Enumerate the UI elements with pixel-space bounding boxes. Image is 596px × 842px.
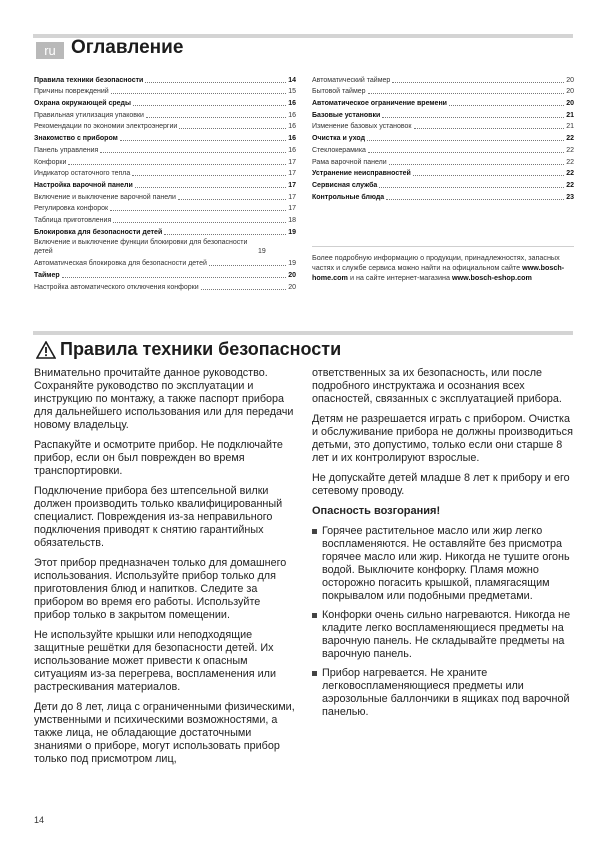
- body-right-paragraphs: [312, 367, 574, 498]
- toc-dot-leader: [368, 93, 565, 94]
- toc-dot-leader: [386, 199, 564, 200]
- toc-entry-label: Причины повреждений: [34, 88, 109, 96]
- page-number: 14: [34, 815, 45, 825]
- toc-dot-leader: [145, 82, 286, 83]
- toc-dot-leader: [368, 152, 564, 153]
- body-paragraph: Не допускайте детей младше 8 лет к прибору и его сетевому проводу.: [312, 472, 570, 497]
- section-title-text: Правила техники безопасности: [60, 339, 342, 359]
- warning-triangle-icon: [36, 341, 56, 359]
- toc-entry-label: Индикатор остаточного тепла: [34, 170, 131, 178]
- toc-entry[interactable]: [312, 108, 574, 120]
- toc-dot-leader: [389, 164, 565, 165]
- toc-left-column: [34, 73, 296, 292]
- toc-entry-label: Правила техники безопасности: [34, 76, 144, 84]
- toc-entry-page: 17: [288, 193, 296, 201]
- bosch-eshop-link[interactable]: www.bosch-eshop.com: [451, 272, 532, 282]
- toc-dot-leader: [413, 175, 564, 176]
- toc-entry-label: Охрана окружающей среды: [34, 100, 131, 108]
- toc-entry[interactable]: [34, 143, 296, 155]
- toc-dot-leader: [133, 105, 286, 106]
- toc-entry-label: Настройка варочной панели: [34, 181, 133, 189]
- toc-dot-leader: [120, 140, 286, 141]
- toc-entry-label: Автоматическое ограничение времени: [312, 100, 447, 108]
- body-paragraph: ответственных за их безопасность, или после подробного инструктажа и осознания всех опасностей, связанных с эксплуатацией прибора.: [312, 367, 562, 405]
- toc-dot-leader: [379, 187, 564, 188]
- toc-entry-page: 20: [566, 76, 574, 84]
- toc-entry-page: 18: [288, 216, 296, 224]
- toc-entry[interactable]: [34, 257, 296, 269]
- toc-entry-page: 23: [566, 193, 574, 201]
- toc-entry-label: Блокировка для безопасности детей: [34, 228, 163, 236]
- toc-dot-leader: [414, 128, 565, 129]
- toc-entry[interactable]: [34, 178, 296, 190]
- toc-entry-page: 22: [566, 135, 574, 143]
- toc-left-list: [34, 73, 296, 237]
- toc-entry[interactable]: [34, 155, 296, 167]
- toc-entry-label: Рекомендации по экономии электроэнергии: [34, 123, 178, 131]
- toc-entry[interactable]: [34, 213, 296, 225]
- toc-entry-page: 20: [288, 283, 296, 291]
- toc-entry-label: Таблица приготовления: [34, 216, 112, 224]
- toc-entry-label: Сервисная служба: [312, 181, 378, 189]
- toc-dot-leader: [179, 128, 286, 129]
- toc-right-list: [312, 73, 574, 202]
- toc-entry-label: Панель управления: [34, 146, 99, 154]
- toc-entry-page: 20: [288, 272, 296, 279]
- toc-entry-page: 16: [288, 111, 296, 119]
- toc-entry-page: 21: [566, 111, 574, 119]
- toc-dot-leader: [164, 234, 286, 235]
- toc-entry-label: Регулировка конфорок: [34, 205, 109, 213]
- toc-entry[interactable]: [312, 96, 574, 108]
- toc-entry[interactable]: [34, 73, 296, 85]
- toc-entry-page: 17: [288, 170, 296, 178]
- toc-dot-leader: [100, 152, 286, 153]
- toc-entry-label: Автоматический таймер: [312, 76, 391, 84]
- toc-entry-label: Изменение базовых установок: [312, 123, 412, 131]
- toc-dot-leader: [62, 277, 287, 278]
- toc-entry-page: 15: [288, 88, 296, 96]
- toc-entry[interactable]: [312, 178, 574, 190]
- toc-dot-leader: [367, 140, 564, 141]
- toc-entry-page: 19: [288, 228, 296, 236]
- toc-dot-leader: [132, 175, 286, 176]
- toc-dot-leader: [68, 164, 286, 165]
- toc-title: Оглавление: [71, 37, 184, 58]
- fire-danger-item: Прибор нагревается. Не храните легковоспламеняющиеся предметы или аэрозольные баллончики в ящиках под варочной панелью.: [312, 667, 574, 719]
- toc-entry[interactable]: [312, 155, 574, 167]
- toc-entry-page: 16: [288, 123, 296, 131]
- toc-entry-label: Правильная утилизация упаковки: [34, 111, 144, 119]
- toc-entry-label: Включение и выключение функции блокировки для безопасности детей: [34, 238, 248, 256]
- toc-entry-label: Знакомство с прибором: [34, 135, 118, 143]
- toc-entry-page: 17: [288, 158, 296, 166]
- body-right-column: [312, 367, 574, 725]
- body-paragraph: Подключение прибора без штепсельной вилки должен производить только квалифицированный специалист. Повреждения из-за неправильного подключения приводят к снятию гарантийных обязательств.: [34, 485, 283, 549]
- toc-entry[interactable]: [312, 73, 574, 85]
- toc-entry-page: 17: [288, 205, 296, 213]
- fire-danger-heading: Опасность возгорания!: [312, 505, 441, 517]
- fire-danger-list: [312, 525, 574, 719]
- toc-entry-label: Таймер: [34, 272, 60, 279]
- toc-dot-leader: [392, 82, 564, 83]
- toc-entry[interactable]: [312, 120, 574, 132]
- toc-dot-leader: [111, 93, 287, 94]
- toc-entry-page: 19: [288, 260, 296, 268]
- toc-entry[interactable]: [34, 202, 296, 214]
- toc-entry-page: 16: [288, 100, 296, 108]
- toc-entry-page: 22: [566, 158, 574, 166]
- info-text-part: Более подробную информацию о продукции, принадлежностях, запасных частях и службе сервиса можно найти на официальном сайте: [312, 253, 560, 272]
- toc-entry[interactable]: [34, 85, 296, 97]
- section-title: [36, 339, 341, 360]
- toc-entry[interactable]: [34, 120, 296, 132]
- toc-dot-leader: [135, 187, 286, 188]
- toc-dot-leader: [178, 199, 286, 200]
- body-paragraph: Дети до 8 лет, лица с ограниченными физическими, умственными и психическими возможностями, а также лица, не обладающие достаточными знаниями о приборе, могут использовать прибор только под присмотром лиц,: [34, 701, 295, 765]
- toc-entry-page: 19: [258, 248, 266, 256]
- toc-entry-label: Контрольные блюда: [312, 193, 385, 201]
- toc-entry-page: 21: [566, 123, 574, 131]
- toc-entry[interactable]: [34, 96, 296, 108]
- section-rule: [33, 331, 573, 335]
- toc-entry-label: Конфорки: [34, 158, 67, 166]
- body-paragraph: Этот прибор предназначен только для домашнего использования. Используйте прибор только для приготовления блюд и напитков. Следите за прибором во время его работы. Используйте прибор только в закрытом помещении.: [34, 557, 287, 621]
- fire-danger-item: Конфорки очень сильно нагреваются. Никогда не кладите легко воспламеняющиеся предметы на варочную панель. Не складывайте предметы на варочную панель.: [312, 609, 574, 661]
- info-text-part: и на сайте интернет-магазина: [347, 272, 452, 282]
- body-paragraph: Не используйте крышки или неподходящие защитные решётки для безопасности детей. Их использование может привести к опасным ситуациям из-за перегрева, воспламенения или растрескивания материалов.: [34, 629, 276, 693]
- toc-entry[interactable]: [312, 190, 574, 202]
- toc-dot-leader: [449, 105, 564, 106]
- toc-dot-leader: [201, 289, 287, 290]
- toc-dot-leader: [113, 222, 286, 223]
- toc-dot-leader: [146, 117, 286, 118]
- toc-entry-label: Автоматическая блокировка для безопасности детей: [34, 260, 207, 268]
- toc-entry-page: 16: [288, 146, 296, 154]
- toc-entry[interactable]: [34, 238, 296, 257]
- toc-dot-leader: [382, 117, 564, 118]
- body-paragraph: Внимательно прочитайте данное руководство. Сохраняйте руководство по эксплуатации и инструкцию по монтажу, а также паспорт прибора для дальнейшего использования или для передачи новому владельцу.: [34, 367, 294, 431]
- fire-danger-item: Горячее растительное масло или жир легко воспламеняются. Не оставляйте без присмотра горячее масло или жир. Никогда не тушите огонь водой. Выключите конфорку. Пламя можно осторожно погасить крышкой, пламягасящим покрывалом или подобными предметами.: [312, 525, 574, 603]
- toc-dot-leader: [209, 265, 286, 266]
- toc-entry-label: Рама варочной панели: [312, 158, 387, 166]
- toc-entry[interactable]: [34, 280, 296, 292]
- body-paragraph: Распакуйте и осмотрите прибор. Не подключайте прибор, если он был поврежден во время транспортировки.: [34, 439, 283, 477]
- toc-entry-page: 16: [288, 135, 296, 143]
- info-divider: [312, 246, 574, 247]
- info-text: [312, 253, 574, 282]
- toc-entry[interactable]: [34, 268, 296, 280]
- body-paragraph: Детям не разрешается играть с прибором. Очистка и обслуживание прибора не должны производиться детьми, это допустимо, только если они старше 8 лет и их контролируют взрослые.: [312, 413, 573, 464]
- toc-entry-label: Бытовой таймер: [312, 88, 366, 96]
- toc-entry-page: 22: [566, 146, 574, 154]
- toc-entry-page: 14: [288, 76, 296, 84]
- toc-entry[interactable]: [34, 131, 296, 143]
- toc-entry[interactable]: [34, 108, 296, 120]
- toc-entry[interactable]: [34, 225, 296, 237]
- toc-dot-leader: [110, 210, 286, 211]
- toc-entry[interactable]: [312, 131, 574, 143]
- toc-right-column: [312, 73, 574, 202]
- toc-entry-page: 20: [566, 88, 574, 96]
- toc-entry-label: Базовые установки: [312, 111, 381, 119]
- body-left-column: [34, 367, 296, 773]
- toc-entry-page: 22: [566, 170, 574, 178]
- toc-left-tail-list: [34, 257, 296, 292]
- toc-entry-label: Включение и выключение варочной панели: [34, 193, 176, 201]
- toc-entry-label: Очистка и уход: [312, 135, 366, 143]
- toc-entry-label: Устранение неисправностей: [312, 170, 411, 178]
- toc-entry[interactable]: [312, 143, 574, 155]
- toc-entry-label: Настройка автоматического отключения конфорки: [34, 283, 199, 291]
- toc-entry[interactable]: [34, 167, 296, 179]
- toc-entry[interactable]: [312, 167, 574, 179]
- toc-entry-label: Стеклокерамика: [312, 146, 366, 154]
- toc-entry[interactable]: [312, 85, 574, 97]
- toc-entry-page: 17: [288, 181, 296, 189]
- toc-entry-page: 20: [566, 100, 574, 108]
- bosch-home-link[interactable]: www.bosch-home.com: [312, 262, 565, 282]
- toc-entry[interactable]: [34, 190, 296, 202]
- language-badge: ru: [36, 42, 64, 59]
- toc-entry-page: 22: [566, 181, 574, 189]
